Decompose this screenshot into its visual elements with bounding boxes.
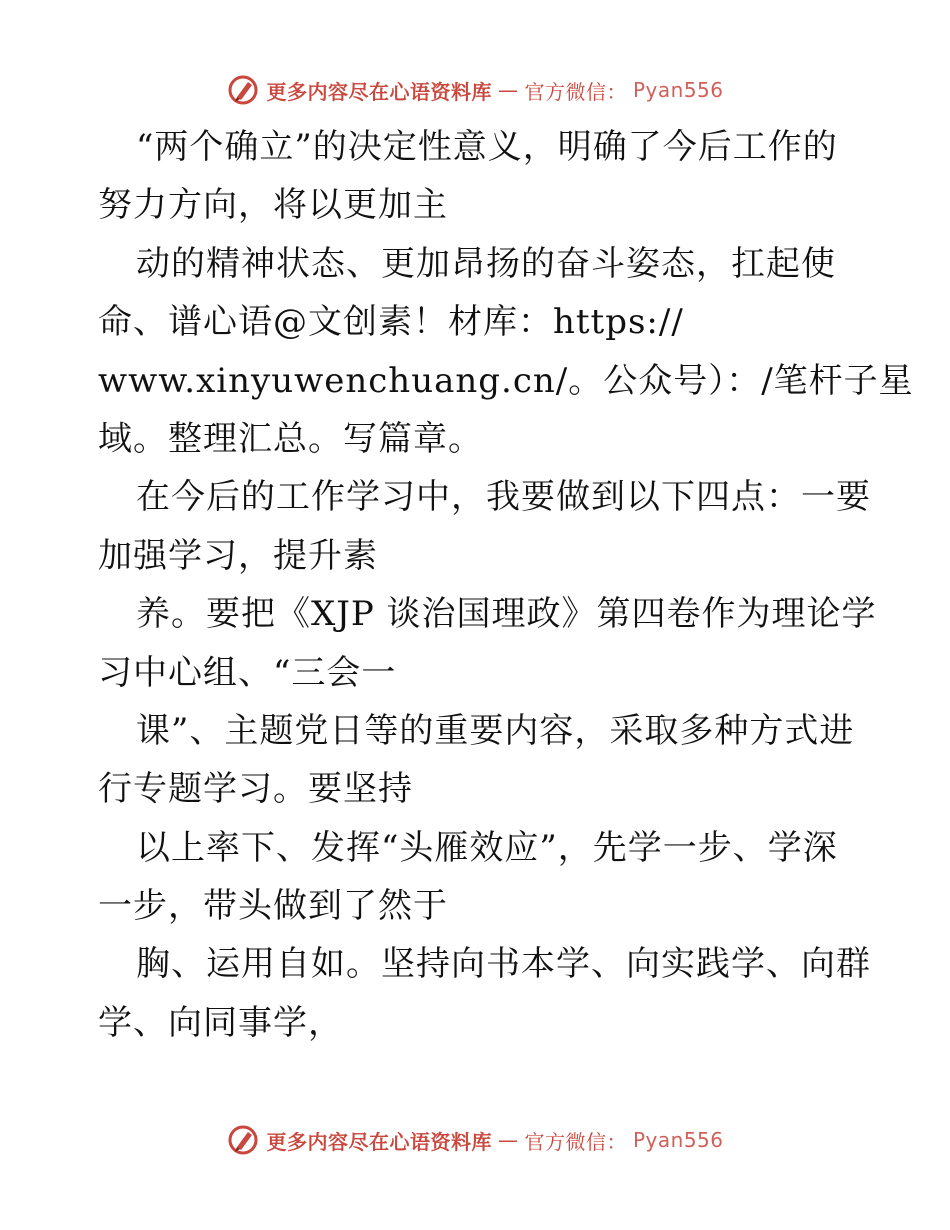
header-banner — [0, 70, 950, 110]
text-line: www.xinyuwenchuang.cn/。公众号）：/笔杆子星 — [98, 360, 914, 401]
text-line: 课”、主题党日等的重要内容，采取多种方式进 — [136, 710, 855, 751]
footer-wechat-label: 官方微信： — [524, 1129, 627, 1154]
pen-circle-logo-icon — [226, 1123, 260, 1157]
text-line: 一步，带头做到了然于 — [98, 886, 448, 927]
footer-slogan: 更多内容尽在心语资料库 — [266, 1129, 492, 1154]
text-line: 习中心组、“三会一 — [98, 652, 397, 693]
footer-wechat-id: Pyan556 — [632, 1128, 724, 1152]
footer-banner — [0, 1120, 950, 1160]
footer-dash: — — [497, 1128, 519, 1152]
text-line: “两个确立”的决定性意义，明确了今后工作的 — [136, 127, 838, 167]
text-line: 加强学习，提升素 — [98, 535, 378, 576]
header-slogan: 更多内容尽在心语资料库 — [266, 79, 492, 104]
text-line: 在今后的工作学习中，我要做到以下四点：一要 — [136, 477, 871, 518]
text-line: 行专题学习。要坚持 — [98, 769, 413, 810]
text-line: 以上率下、发挥“头雁效应”，先学一步、学深 — [136, 827, 838, 868]
header-wechat-id: Pyan556 — [632, 78, 724, 102]
header-wechat-label: 官方微信： — [524, 79, 627, 104]
text-line: 学、向同事学， — [98, 1002, 343, 1043]
text-line: 命、谱心语@文创素！材库：https:// — [98, 302, 684, 343]
text-line: 努力方向，将以更加主 — [98, 185, 448, 226]
text-line: 胸、运用自如。坚持向书本学、向实践学、向群 — [136, 944, 871, 985]
document-body — [98, 118, 914, 1052]
text-line: 养。要把《XJP 谈治国理政》第四卷作为理论学 — [136, 594, 877, 635]
text-line: 动的精神状态、更加昂扬的奋斗姿态，扛起使 — [136, 243, 836, 284]
header-dash: — — [497, 78, 519, 102]
text-line: 域。整理汇总。写篇章。 — [98, 418, 483, 459]
pen-circle-logo-icon — [226, 73, 260, 107]
